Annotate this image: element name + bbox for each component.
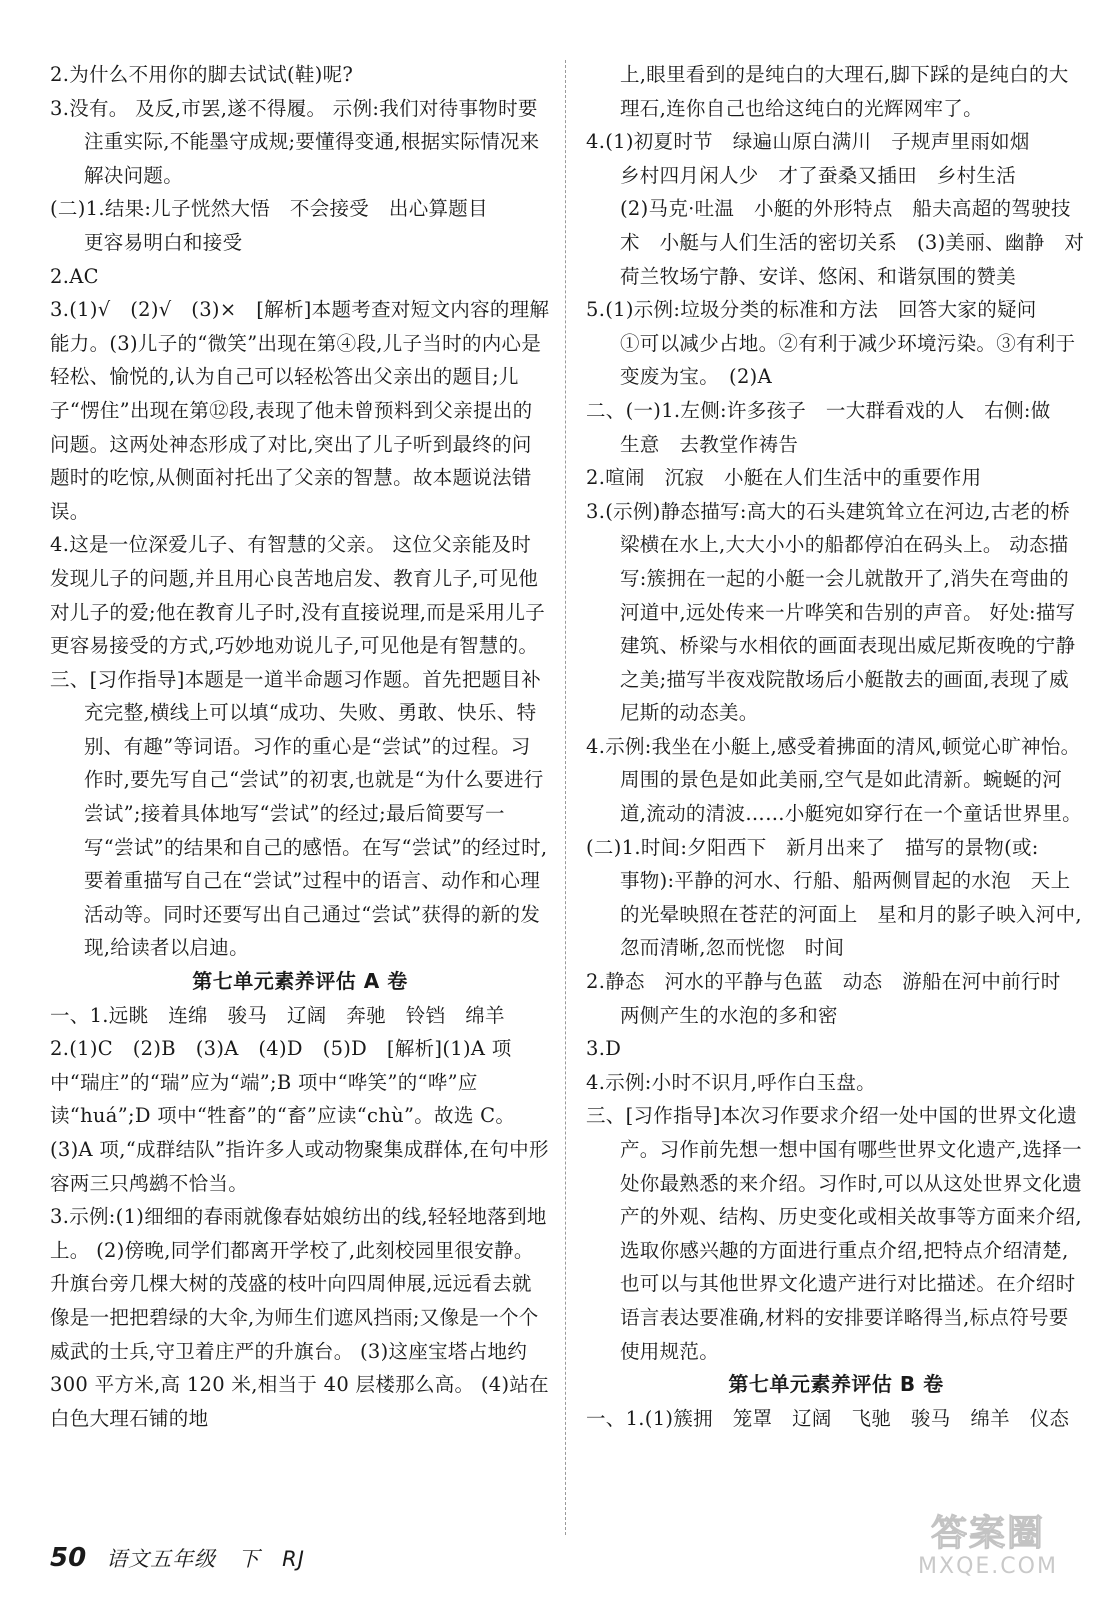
answer-line: 4.示例:我坐在小艇上,感受着拂面的清风,顿觉心旷神怡。周围的景色是如此美丽,空气是如此清新。蜿蜒的河道,流动的清波……小艇宛如穿行在一个童话世界里。: [586, 734, 1082, 826]
answer-line: 4.(1)初夏时节 绿遍山原白满川 子规声里雨如烟: [586, 130, 1030, 154]
page-footer: [50, 1538, 305, 1578]
left-column: [50, 58, 550, 1435]
page-number: 50: [50, 1543, 87, 1573]
answer-line: (2)马克·吐温 小艇的外形特点 船夫高超的驾驶技术 小艇与人们生活的密切关系 (3)美丽、幽静 对荷兰牧场宁静、安详、悠闲、和谐氛围的赞美: [620, 197, 1085, 288]
answer-line: (二)1.时间:夕阳西下 新月出来了 描写的景物(或:: [586, 835, 1039, 859]
answer-line: 两侧产生的水泡的多和密: [620, 1003, 838, 1027]
answer-line: 5.(1)示例:垃圾分类的标准和方法 回答大家的疑问: [586, 298, 1037, 322]
answer-line: 二、(一)1.左侧:许多孩子 一大群看戏的人 右侧:做: [586, 398, 1051, 422]
answer-line: 2.静态 河水的平静与色蓝 动态 游船在河中前行时: [586, 970, 1061, 994]
answer-line: (二)1.结果:儿子恍然大悟 不会接受 出心算题目: [50, 197, 488, 221]
answer-line: 3.没有。 及反,市罢,遂不得履。 示例:我们对待事物时要注重实际,不能墨守成规;要懂得变通,根据实际情况来解决问题。: [50, 96, 540, 187]
answer-line: 上,眼里看到的是纯白的大理石,脚下踩的是纯白的大理石,连你自己也给这纯白的光辉网牢了。: [620, 63, 1069, 120]
answer-line: 生意 去教堂作祷告: [620, 432, 799, 456]
answer-line: 更容易明白和接受: [84, 230, 243, 254]
watermark: [888, 1505, 1088, 1593]
answer-line: 一、1.(1)簇拥 笼罩 辽阔 飞驰 骏马 绵羊 仪态: [586, 1406, 1070, 1430]
answer-line: 三、[习作指导]本次习作要求介绍一处中国的世界文化遗产。习作前先想一想中国有哪些世界文化遗产,选择一处你最熟悉的来介绍。习作时,可以从这处世界文化遗产的外观、结构、历史变化或相关故事等方面来介绍,选取你感兴趣的方面进行重点介绍,把特点介绍清楚,也可以与其他世界文化遗产进行对比描述。在介绍时语言表达要准确,材料的安排要详略得当,标点符号要使用规范。: [586, 1104, 1082, 1363]
section-heading-a: 第七单元素养评估 A 卷: [192, 969, 408, 994]
column-divider: [565, 60, 566, 1535]
answer-line: 3.示例:(1)细细的春雨就像春姑娘纺出的线,轻轻地落到地上。 (2)傍晚,同学们都离开学校了,此刻校园里很安静。升旗台旁几棵大树的茂盛的枝叶向四周伸展,远远看去就像是一把把碧绿的大伞,为师生们遮风挡雨;又像是一个个威武的士兵,守卫着庄严的升旗台。 (3)这座宝塔占地约 300 平方米,高 120 米,相当于 40 层楼那么高。 (4)站在白色大理石铺的地: [50, 1205, 549, 1430]
book-title: 语文五年级 下 RJ: [106, 1547, 305, 1571]
section-heading-b: 第七单元素养评估 B 卷: [728, 1372, 944, 1397]
answer-line: 3.(1)√ (2)√ (3)× [解析]本题考查对短文内容的理解能力。(3)儿子的“微笑”出现在第④段,儿子当时的内心是轻松、愉悦的,认为自己可以轻松答出父亲出的题目;儿子“愣住”出现在第⑫段,表现了他未曾预料到父亲提出的问题。这两处神态形成了对比,突出了儿子听到最终的问题时的吃惊,从侧面衬托出了父亲的智慧。故本题说法错误。: [50, 298, 550, 523]
answer-line: ①可以减少占地。②有利于减少环境污染。③有利于变废为宝。 (2)A: [620, 331, 1076, 389]
answer-line: 2.(1)C (2)B (3)A (4)D (5)D [解析](1)A 项中“瑞庄”的“瑞”应为“端”;B 项中“哗笑”的“哗”应读“huá”;D 项中“牲畜”的“畜”应读“chù”。故选 C。(3)A 项,“成群结队”指许多人或动物聚集成群体,在句中形容两三只鸬鹚不恰当。: [50, 1037, 549, 1195]
answer-line: 事物):平静的河水、行船、船两侧冒起的水泡 天上的光晕映照在苍茫的河面上 星和月的影子映入河中,忽而清晰,忽而恍惚 时间: [620, 869, 1082, 960]
answer-line: 2.AC: [50, 264, 99, 288]
answer-line: 2.为什么不用你的脚去试试(鞋)呢?: [50, 63, 354, 86]
answer-line: 3.(示例)静态描写:高大的石头建筑耸立在河边,古老的桥梁横在水上,大大小小的船都停泊在码头上。 动态描写:簇拥在一起的小艇一会儿就散开了,消失在弯曲的河道中,远处传来一片哗笑和告别的声音。 好处:描写建筑、桥梁与水相依的画面表现出威尼斯夜晚的宁静之美;描写半夜戏院散场后小艇散去的画面,表现了威尼斯的动态美。: [586, 499, 1076, 725]
answer-line: 3.D: [586, 1037, 622, 1061]
watermark-url: MXQE.COM: [918, 1554, 1058, 1579]
answer-line: 4.示例:小时不识月,呼作白玉盘。: [586, 1070, 876, 1094]
answer-line: 乡村四月闲人少 才了蚕桑又插田 乡村生活: [620, 163, 1017, 187]
watermark-logo: 答案圈: [930, 1513, 1045, 1554]
answer-line: 2.喧闹 沉寂 小艇在人们生活中的重要作用: [586, 466, 982, 490]
answer-line: 三、[习作指导]本题是一道半命题习作题。首先把题目补充完整,横线上可以填“成功、失败、勇敢、快乐、特别、有趣”等词语。习作的重心是“尝试”的过程。习作时,要先写自己“尝试”的初衷,也就是“为什么要进行尝试”;接着具体地写“尝试”的经过;最后简要写一写“尝试”的结果和自己的感悟。在写“尝试”的经过时,要着重描写自己在“尝试”过程中的语言、动作和心理活动等。同时还要写出自己通过“尝试”获得的新的发现,给读者以启迪。: [50, 667, 548, 960]
answer-line: 4.这是一位深爱儿子、有智慧的父亲。 这位父亲能及时发现儿子的问题,并且用心良苦地启发、教育儿子,可见他对儿子的爱;他在教育儿子时,没有直接说理,而是采用儿子更容易接受的方式,巧妙地劝说儿子,可见他是有智慧的。: [50, 533, 546, 658]
answer-line: 一、1.远眺 连绵 骏马 辽阔 奔驰 铃铛 绵羊: [50, 1003, 505, 1027]
right-column: [586, 58, 1086, 1435]
